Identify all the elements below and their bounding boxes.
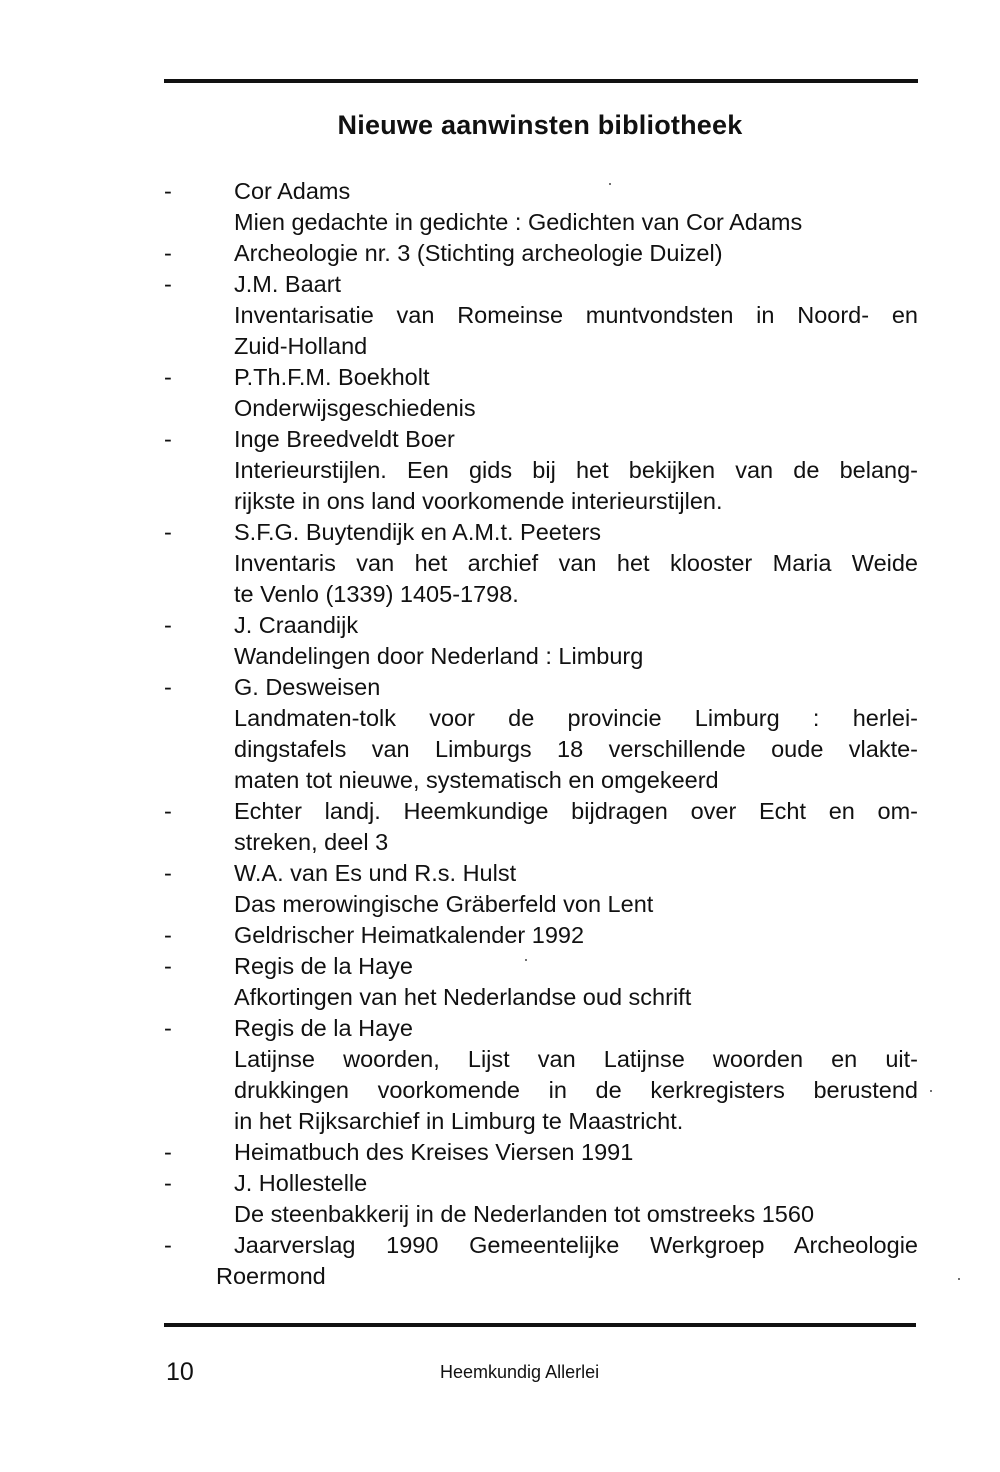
entry-first-line — [164, 238, 924, 269]
acquisitions-list — [164, 176, 924, 1292]
entry-text: Onderwijsgeschiedenis — [234, 395, 476, 421]
entry-text: J.M. Baart — [234, 271, 342, 297]
list-item — [164, 1230, 924, 1292]
bullet-dash: - — [164, 271, 172, 297]
entry-text: Regis de la Haye — [234, 1015, 413, 1041]
entry-first-line — [164, 424, 924, 455]
entry-text: Jaarverslag 1990 Gemeentelijke Werkgroep Archeologie — [234, 1232, 918, 1258]
entry-text: rijkste in ons land voorkomende interieurstijlen. — [234, 488, 723, 514]
list-item — [164, 672, 924, 796]
entry-continuation-line — [164, 207, 924, 238]
entry-text: Roermond — [216, 1263, 326, 1289]
bullet-dash: - — [164, 1015, 172, 1041]
entry-text: Archeologie nr. 3 (Stichting archeologie Duizel) — [234, 240, 723, 266]
entry-continuation-line — [164, 300, 924, 331]
bullet-dash: - — [164, 240, 172, 266]
bullet-dash: - — [164, 1170, 172, 1196]
entry-text: Geldrischer Heimatkalender 1992 — [234, 922, 585, 948]
entry-continuation-line — [164, 393, 924, 424]
list-item — [164, 269, 924, 362]
entry-text: Cor Adams — [234, 178, 351, 204]
list-item — [164, 796, 924, 858]
entry-text: W.A. van Es und R.s. Hulst — [234, 860, 517, 886]
entry-continuation-line — [164, 1044, 924, 1075]
bullet-dash: - — [164, 178, 172, 204]
list-item — [164, 951, 924, 1013]
entry-text: Mien gedachte in gedichte : Gedichten van Cor Adams — [234, 209, 803, 235]
entry-continuation-line — [164, 1199, 924, 1230]
entry-first-line — [164, 920, 924, 951]
list-item — [164, 920, 924, 951]
entry-text: drukkingen voorkomende in de kerkregisters berustend — [234, 1077, 918, 1103]
publication-name: Heemkundig Allerlei — [440, 1362, 600, 1382]
entry-first-line — [164, 362, 924, 393]
bottom-rule — [164, 1323, 916, 1327]
entry-text: Landmaten-tolk voor de provincie Limburg : herlei- — [234, 705, 918, 731]
entry-text: te Venlo (1339) 1405-1798. — [234, 581, 519, 607]
entry-continuation-line — [164, 579, 924, 610]
page-number: 10 — [166, 1358, 194, 1386]
list-item — [164, 176, 924, 238]
entry-first-line — [164, 1168, 924, 1199]
entry-continuation-line — [164, 641, 924, 672]
bullet-dash: - — [164, 953, 172, 979]
entry-continuation-line — [164, 982, 924, 1013]
entry-first-line — [164, 517, 924, 548]
entry-first-line — [164, 1013, 924, 1044]
entry-text: Inge Breedveldt Boer — [234, 426, 455, 452]
list-item — [164, 1137, 924, 1168]
list-item — [164, 362, 924, 424]
bullet-dash: - — [164, 1232, 172, 1258]
bullet-dash: - — [164, 426, 172, 452]
entry-text: dingstafels van Limburgs 18 verschillende oude vlakte- — [234, 736, 918, 762]
bullet-dash: - — [164, 674, 172, 700]
entry-continuation-line — [164, 734, 924, 765]
entry-text: J. Hollestelle — [234, 1170, 368, 1196]
entry-continuation-line — [164, 703, 924, 734]
entry-text: Latijnse woorden, Lijst van Latijnse woorden en uit- — [234, 1046, 918, 1072]
entry-text: Das merowingische Gräberfeld von Lent — [234, 891, 654, 917]
list-item — [164, 858, 924, 920]
bullet-dash: - — [164, 1139, 172, 1165]
bullet-dash: - — [164, 922, 172, 948]
scan-speck — [930, 1090, 932, 1092]
bullet-dash: - — [164, 612, 172, 638]
entry-first-line — [164, 858, 924, 889]
entry-text: Regis de la Haye — [234, 953, 413, 979]
entry-text: Inventaris van het archief van het klooster Maria Weide — [234, 550, 918, 576]
bullet-dash: - — [164, 860, 172, 886]
entry-text: De steenbakkerij in de Nederlanden tot omstreeks 1560 — [234, 1201, 815, 1227]
entry-continuation-line — [164, 1106, 924, 1137]
scan-speck — [609, 183, 611, 185]
entry-text: P.Th.F.M. Boekholt — [234, 364, 430, 390]
entry-continuation-line — [164, 765, 924, 796]
entry-text: in het Rijksarchief in Limburg te Maastricht. — [234, 1108, 684, 1134]
bullet-dash: - — [164, 519, 172, 545]
list-item — [164, 1168, 924, 1230]
entry-first-line — [164, 269, 924, 300]
entry-first-line — [164, 796, 924, 827]
entry-text: J. Craandijk — [234, 612, 359, 638]
entry-text: maten tot nieuwe, systematisch en omgekeerd — [234, 767, 719, 793]
top-rule — [164, 79, 918, 83]
entry-first-line — [164, 1230, 924, 1261]
scan-speck — [525, 959, 527, 961]
entry-text: Wandelingen door Nederland : Limburg — [234, 643, 644, 669]
entry-text: Afkortingen van het Nederlandse oud schrift — [234, 984, 692, 1010]
entry-continuation-line — [164, 827, 924, 858]
entry-text: S.F.G. Buytendijk en A.M.t. Peeters — [234, 519, 602, 545]
entry-first-line — [164, 951, 924, 982]
entry-continuation-line — [164, 331, 924, 362]
bullet-dash: - — [164, 798, 172, 824]
entry-continuation-line — [164, 1075, 924, 1106]
list-item — [164, 238, 924, 269]
entry-continuation-line — [164, 548, 924, 579]
list-item — [164, 517, 924, 610]
entry-first-line — [164, 176, 924, 207]
entry-text: streken, deel 3 — [234, 829, 389, 855]
entry-continuation-line — [164, 486, 924, 517]
list-item — [164, 1013, 924, 1137]
entry-first-line — [164, 610, 924, 641]
entry-continuation-line — [164, 1261, 924, 1292]
list-item — [164, 424, 924, 517]
entry-text: Inventarisatie van Romeinse muntvondsten in Noord- en — [234, 302, 918, 328]
entry-text: Zuid-Holland — [234, 333, 368, 359]
page-title: Nieuwe aanwinsten bibliotheek — [337, 110, 743, 140]
bullet-dash: - — [164, 364, 172, 390]
entry-text: Interieurstijlen. Een gids bij het bekijken van de belang- — [234, 457, 918, 483]
entry-continuation-line — [164, 455, 924, 486]
scan-speck — [958, 1278, 960, 1280]
entry-first-line — [164, 672, 924, 703]
list-item — [164, 610, 924, 672]
entry-text: G. Desweisen — [234, 674, 381, 700]
entry-first-line — [164, 1137, 924, 1168]
entry-text: Echter landj. Heemkundige bijdragen over Echt en om- — [234, 798, 918, 824]
entry-text: Heimatbuch des Kreises Viersen 1991 — [234, 1139, 634, 1165]
entry-continuation-line — [164, 889, 924, 920]
